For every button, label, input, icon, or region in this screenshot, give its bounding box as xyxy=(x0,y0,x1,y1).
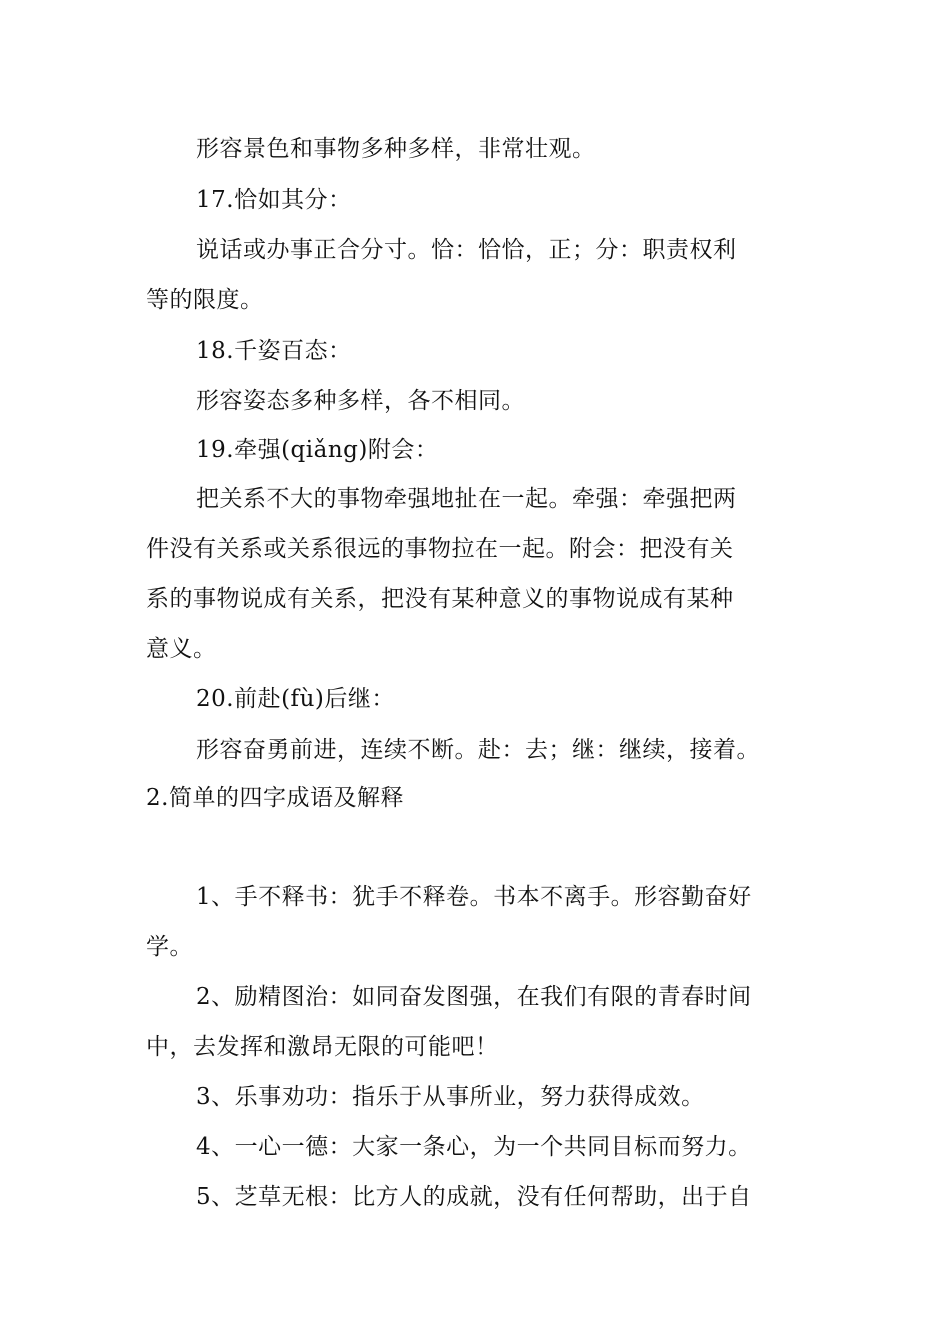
text-line: 等的限度。 xyxy=(146,287,264,313)
entry-heading: 20.前赴(fù)后继： xyxy=(196,686,395,712)
section-heading: 2.简单的四字成语及解释 xyxy=(146,785,404,811)
text-line: 意义。 xyxy=(146,636,217,662)
text-line: 形容景色和事物多种多样，非常壮观。 xyxy=(196,136,596,162)
entry-heading: 17.恰如其分： xyxy=(196,187,352,213)
text-line: 中，去发挥和激昂无限的可能吧！ xyxy=(146,1034,499,1060)
idiom-item: 1、手不释书：犹手不释卷。书本不离手。形容勤奋好 xyxy=(196,884,752,910)
idiom-item: 4、一心一德：大家一条心，为一个共同目标而努力。 xyxy=(196,1134,752,1160)
text-line: 形容奋勇前进，连续不断。赴：去；继：继续，接着。 xyxy=(196,737,760,763)
text-line: 件没有关系或关系很远的事物拉在一起。附会：把没有关 xyxy=(146,536,734,562)
text-line: 把关系不大的事物牵强地扯在一起。牵强：牵强把两 xyxy=(196,486,737,512)
entry-heading: 18.千姿百态： xyxy=(196,338,352,364)
idiom-item: 5、芝草无根：比方人的成就，没有任何帮助，出于自 xyxy=(196,1184,752,1210)
idiom-item: 3、乐事劝功：指乐于从事所业，努力获得成效。 xyxy=(196,1084,705,1110)
text-line: 形容姿态多种多样，各不相同。 xyxy=(196,388,525,414)
text-line: 系的事物说成有关系，把没有某种意义的事物说成有某种 xyxy=(146,586,734,612)
text-line: 说话或办事正合分寸。恰：恰恰，正；分：职责权利 xyxy=(196,237,737,263)
text-line: 学。 xyxy=(146,934,193,960)
entry-heading: 19.牵强(qiǎng)附会： xyxy=(196,437,439,463)
idiom-item: 2、励精图治：如同奋发图强，在我们有限的青春时间 xyxy=(196,984,752,1010)
